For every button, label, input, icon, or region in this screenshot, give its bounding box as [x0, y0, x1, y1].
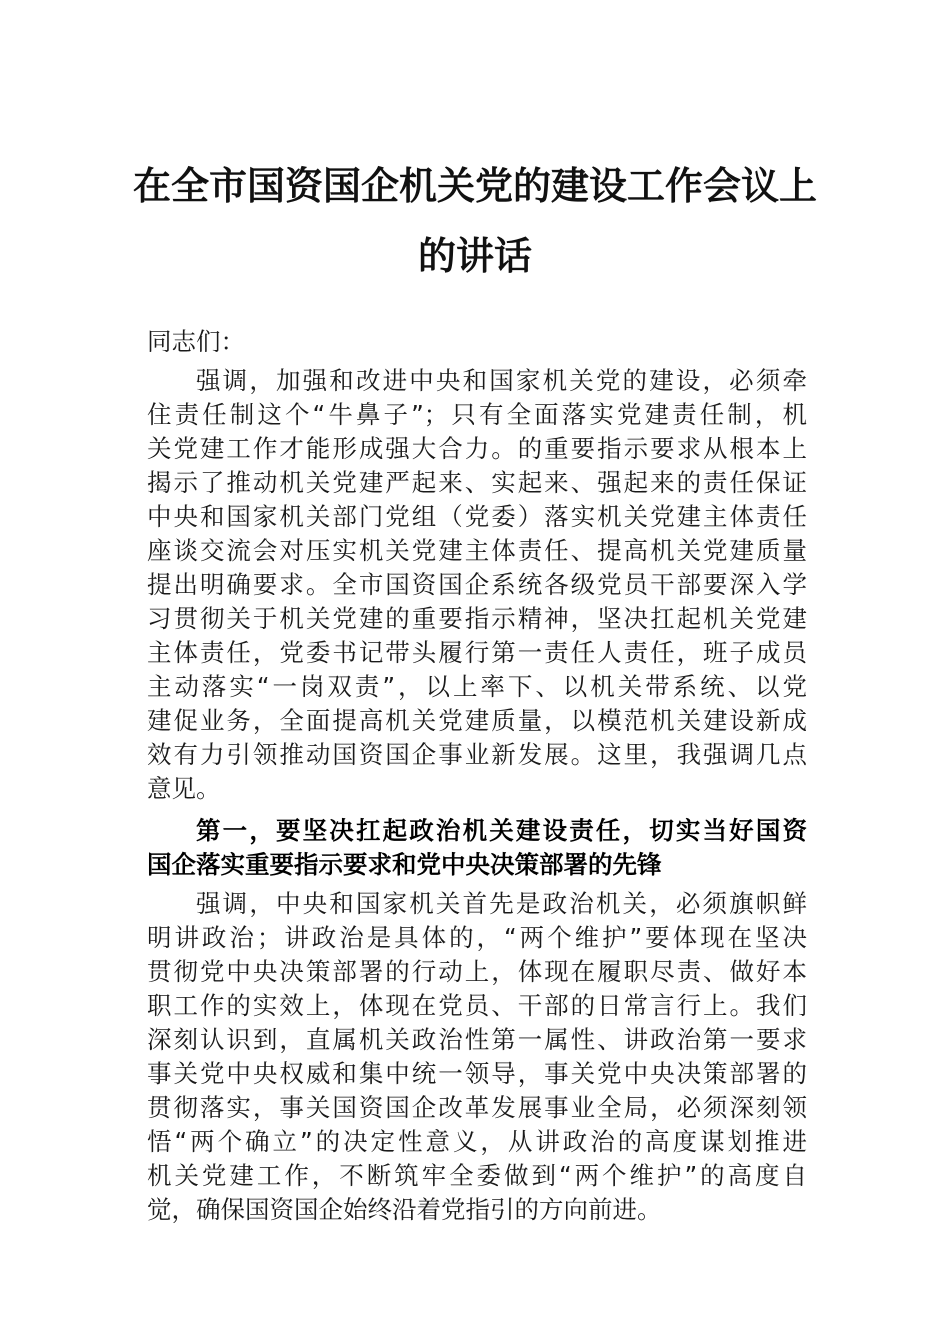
paragraph-1-line: 提出明确要求。全市国资国企系统各级党员干部要深入学 [147, 570, 807, 599]
paragraph-1-line: 建促业务，全面提高机关党建质量，以模范机关建设新成 [147, 706, 807, 735]
paragraph-1-line: 主动落实“一岗双责”，以上率下、以机关带系统、以党 [147, 672, 807, 701]
document-title-line-2: 的讲话 [417, 233, 532, 278]
salutation: 同志们： [147, 327, 245, 356]
paragraph-2-line: 明讲政治；讲政治是具体的，“两个维护”要体现在坚决 [147, 923, 807, 952]
paragraph-2-line: 机关党建工作，不断筑牢全委做到“两个维护”的高度自 [147, 1161, 807, 1190]
paragraph-2-line: 贯彻落实，事关国资国企改革发展事业全局，必须深刻领 [147, 1093, 807, 1122]
paragraph-1-line: 座谈交流会对压实机关党建主体责任、提高机关党建质量 [147, 536, 807, 565]
paragraph-1-line: 强调，加强和改进中央和国家机关党的建设，必须牵 [196, 366, 807, 395]
paragraph-2-line: 贯彻党中央决策部署的行动上，体现在履职尽责、做好本 [147, 957, 807, 986]
paragraph-1-line: 中央和国家机关部门党组（党委）落实机关党建主体责任 [147, 502, 807, 531]
paragraph-2-line: 觉，确保国资国企始终沿着党指引的方向前进。 [147, 1195, 662, 1224]
paragraph-2-line: 职工作的实效上，体现在党员、干部的日常言行上。我们 [147, 991, 807, 1020]
paragraph-2-line: 悟“两个确立”的决定性意义，从讲政治的高度谋划推进 [147, 1127, 807, 1156]
paragraph-1-line: 住责任制这个“牛鼻子”；只有全面落实党建责任制，机 [147, 400, 807, 429]
paragraph-1-line: 意见。 [147, 774, 221, 803]
paragraph-2-line: 深刻认识到，直属机关政治性第一属性、讲政治第一要求 [147, 1025, 807, 1054]
paragraph-2-line: 强调，中央和国家机关首先是政治机关，必须旗帜鲜 [196, 889, 807, 918]
paragraph-1-line: 效有力引领推动国资国企事业新发展。这里，我强调几点 [147, 740, 807, 769]
paragraph-2-line: 事关党中央权威和集中统一领导，事关党中央决策部署的 [147, 1059, 807, 1088]
paragraph-1-line: 主体责任，党委书记带头履行第一责任人责任，班子成员 [147, 638, 807, 667]
paragraph-1-line: 习贯彻关于机关党建的重要指示精神，坚决扛起机关党建 [147, 604, 807, 633]
paragraph-1-line: 揭示了推动机关党建严起来、实起来、强起来的责任保证 [147, 468, 807, 497]
section-heading-1-line: 国企落实重要指示要求和党中央决策部署的先锋 [147, 850, 662, 879]
section-heading-1-line: 第一，要坚决扛起政治机关建设责任，切实当好国资 [196, 816, 807, 845]
paragraph-1-line: 关党建工作才能形成强大合力。的重要指示要求从根本上 [147, 434, 807, 463]
document-title-line-1: 在全市国资国企机关党的建设工作会议上 [132, 163, 817, 208]
